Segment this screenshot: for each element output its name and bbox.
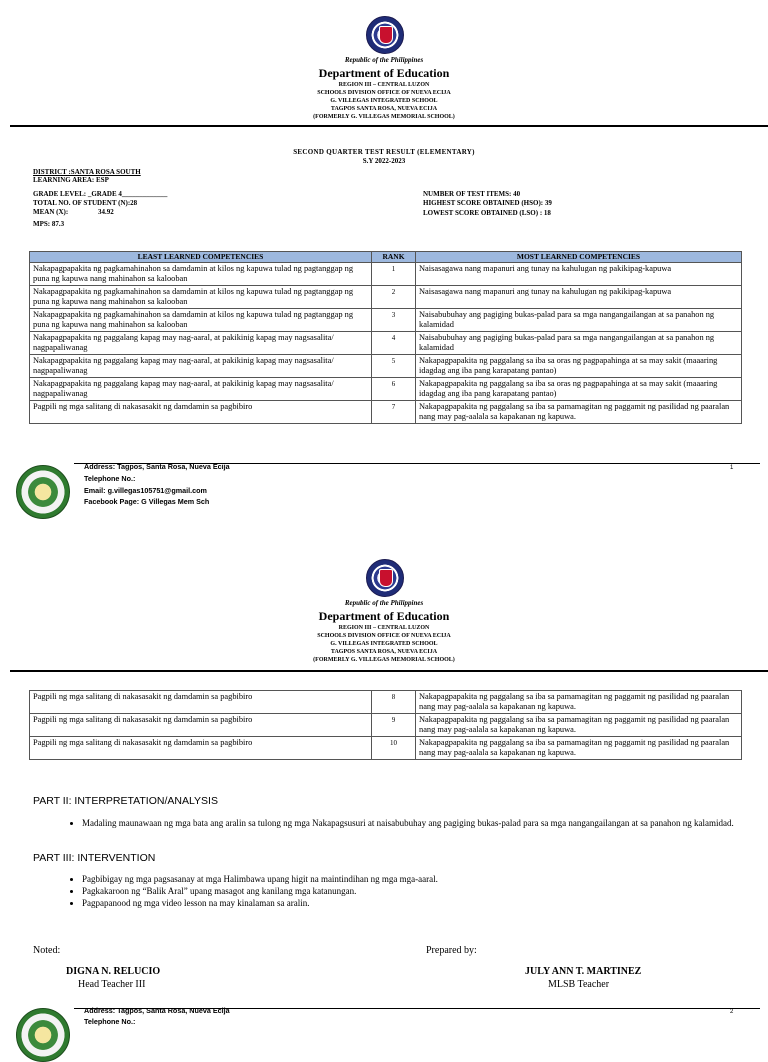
least-learned-cell: Nakapagpapakita ng paggalang kapag may nag-aaral, at pakikinig kapag may nagsasalita/ nagpapaliwanag <box>30 355 372 378</box>
least-learned-cell: Nakapagpapakita ng pagkamahinahon sa damdamin at kilos ng kapuwa tulad ng pagtanggap ng puna ng kapuwa nang mahinahon sa kalooban <box>30 286 372 309</box>
competencies-table-continued <box>29 690 742 760</box>
mean-label: MEAN (X): <box>33 208 69 216</box>
rank-cell: 1 <box>372 263 416 286</box>
prepared-name: JULY ANN T. MARTINEZ <box>525 966 642 977</box>
rank-cell: 8 <box>372 691 416 714</box>
part3-bullet: • Pagkakaroon ng “Balik Aral” upang masagot ang kanilang mga katanungan. <box>82 885 744 897</box>
region-label: REGION III – CENTRAL LUZON <box>338 625 430 631</box>
least-learned-cell: Nakapagpapakita ng paggalang kapag may nag-aaral, at pakikinig kapag may nagsasalita/ nagpapaliwanag <box>30 378 372 401</box>
most-learned-cell: Nakapagpapakita ng paggalang sa iba sa oras ng pagpapahinga at sa may sakit (maaaring idagdag ang iba pang karapatang pantao) <box>416 355 742 378</box>
hso-label: HIGHEST SCORE OBTAINED (HSO): 39 <box>423 199 552 207</box>
most-learned-cell: Nakapagpapakita ng paggalang sa iba sa pamamagitan ng paggamit ng pasilidad ng paaralan nang may pag-aalala sa kapakanan ng kapuwa. <box>416 737 742 760</box>
table-row <box>30 714 742 737</box>
most-learned-cell: Naisasagawa nang mapanuri ang tunay na kahulugan ng pakikipag-kapuwa <box>416 286 742 309</box>
part3-bullet: • Pagbibigay ng mga pagsasanay at mga Halimbawa upang higit na maintindihan ng mga mga-aaral. <box>82 873 744 885</box>
part2-bullet: • Madaling maunawaan ng mga bata ang aralin sa tulong ng mga Nakapagsusuri at naisabubuhay ang pagiging bukas-palad para sa mga nangangailangan at sa panahon ng kalamidad. <box>82 817 744 829</box>
rank-cell: 10 <box>372 737 416 760</box>
school-logo-icon <box>16 1008 70 1062</box>
most-learned-cell: Nakapagpapakita ng paggalang sa iba sa pamamagitan ng paggamit ng pasilidad ng paaralan nang may pag-aalala sa kapakanan ng kapuwa. <box>416 714 742 737</box>
division-label: SCHOOLS DIVISION OFFICE OF NUEVA ECIJA <box>317 90 451 96</box>
footer-address: Address: Tagpos, Santa Rosa, Nueva Ecija <box>84 1006 230 1015</box>
table-row <box>30 286 742 309</box>
formerly-label: (FORMERLY G. VILLEGAS MEMORIAL SCHOOL) <box>313 657 455 663</box>
rank-cell: 4 <box>372 332 416 355</box>
rank-cell: 9 <box>372 714 416 737</box>
report-title: SECOND QUARTER TEST RESULT (ELEMENTARY) <box>293 148 475 156</box>
most-learned-cell: Naisasagawa nang mapanuri ang tunay na kahulugan ng pakikipag-kapuwa <box>416 263 742 286</box>
page-number: 1 <box>730 465 734 471</box>
district-label: DISTRICT :SANTA ROSA SOUTH <box>33 168 141 176</box>
page-number: 2 <box>730 1009 734 1015</box>
republic-label: Republic of the Philippines <box>344 56 424 64</box>
most-learned-cell: Nakapagpapakita ng paggalang sa iba sa oras ng pagpapahinga at sa may sakit (maaaring idagdag ang iba pang karapatang pantao) <box>416 378 742 401</box>
rank-header: RANK <box>372 252 416 263</box>
grade-level-label: GRADE LEVEL: _GRADE 4_____________ <box>33 190 168 198</box>
table-row <box>30 691 742 714</box>
total-students-label: TOTAL NO. OF STUDENT (N):28 <box>33 199 138 207</box>
rank-cell: 7 <box>372 401 416 424</box>
header-divider <box>10 670 768 672</box>
rank-cell: 2 <box>372 286 416 309</box>
part3-bullet: • Pagpapanood ng mga video lesson na may kinalaman sa aralin. <box>82 897 744 909</box>
school-label: G. VILLEGAS INTEGRATED SCHOOL <box>330 641 438 647</box>
most-learned-cell: Naisabubuhay ang pagiging bukas-palad para sa mga nangangailangan at sa panahon ng kalamidad <box>416 332 742 355</box>
footer-email: Email: g.villegas105751@gmail.com <box>84 486 207 495</box>
part2-list <box>64 817 744 829</box>
most-learned-cell: Nakapagpapakita ng paggalang sa iba sa pamamagitan ng paggamit ng pasilidad ng paaralan nang may pag-aalala sa kapakanan ng kapuwa. <box>416 691 742 714</box>
mean-value: 34.92 <box>98 208 114 216</box>
table-row <box>30 309 742 332</box>
least-learned-cell: Pagpili ng mga salitang di nakasasakit ng damdamin sa pagbibiro <box>30 737 372 760</box>
region-label: REGION III – CENTRAL LUZON <box>338 82 430 88</box>
table-row <box>30 378 742 401</box>
prepared-label: Prepared by: <box>426 945 477 956</box>
lso-label: LOWEST SCORE OBTAINED (LSO) : 18 <box>423 209 551 217</box>
school-label: G. VILLEGAS INTEGRATED SCHOOL <box>330 98 438 104</box>
competencies-table <box>29 251 742 424</box>
prepared-title: MLSB Teacher <box>548 979 610 990</box>
part3-list <box>64 873 744 909</box>
least-learned-cell: Nakapagpapakita ng pagkamahinahon sa damdamin at kilos ng kapuwa tulad ng pagtanggap ng puna ng kapuwa nang mahinahon sa kalooban <box>30 309 372 332</box>
address-label: TAGPOS SANTA ROSA, NUEVA ECIJA <box>330 649 438 655</box>
least-learned-cell: Nakapagpapakita ng pagkamahinahon sa damdamin at kilos ng kapuwa tulad ng pagtanggap ng puna ng kapuwa nang mahinahon sa kalooban <box>30 263 372 286</box>
rank-cell: 3 <box>372 309 416 332</box>
part3-heading: PART III: INTERVENTION <box>33 852 156 864</box>
header-divider <box>10 125 768 127</box>
formerly-label: (FORMERLY G. VILLEGAS MEMORIAL SCHOOL) <box>313 114 455 120</box>
department-title: Department of Education <box>318 66 450 80</box>
table-row <box>30 355 742 378</box>
school-year: S.Y 2022-2023 <box>362 157 406 165</box>
most-learned-cell: Naisabubuhay ang pagiging bukas-palad para sa mga nangangailangan at sa panahon ng kalamidad <box>416 309 742 332</box>
school-logo-icon <box>16 465 70 519</box>
footer-telephone: Telephone No.: <box>84 474 136 483</box>
most-learned-cell: Nakapagpapakita ng paggalang sa iba sa pamamagitan ng paggamit ng pasilidad ng paaralan nang may pag-aalala sa kapakanan ng kapuwa. <box>416 401 742 424</box>
least-learned-cell: Pagpili ng mga salitang di nakasasakit ng damdamin sa pagbibiro <box>30 714 372 737</box>
least-learned-cell: Pagpili ng mga salitang di nakasasakit ng damdamin sa pagbibiro <box>30 691 372 714</box>
rank-cell: 5 <box>372 355 416 378</box>
division-label: SCHOOLS DIVISION OFFICE OF NUEVA ECIJA <box>317 633 451 639</box>
footer-telephone: Telephone No.: <box>84 1017 136 1026</box>
department-title: Department of Education <box>318 609 450 623</box>
least-learned-cell: Pagpili ng mga salitang di nakasasakit ng damdamin sa pagbibiro <box>30 401 372 424</box>
least-learned-cell: Nakapagpapakita ng paggalang kapag may nag-aaral, at pakikinig kapag may nagsasalita/ nagpapaliwanag <box>30 332 372 355</box>
address-label: TAGPOS SANTA ROSA, NUEVA ECIJA <box>330 106 438 112</box>
table-row <box>30 263 742 286</box>
learning-area-label: LEARNING AREA: ESP <box>33 176 109 184</box>
least-learned-header: LEAST LEARNED COMPETENCIES <box>30 252 372 263</box>
table-row <box>30 401 742 424</box>
noted-title: Head Teacher III <box>78 979 146 990</box>
noted-name: DIGNA N. RELUCIO <box>66 966 161 977</box>
republic-label: Republic of the Philippines <box>344 599 424 607</box>
most-learned-header: MOST LEARNED COMPETENCIES <box>416 252 742 263</box>
table-row <box>30 332 742 355</box>
deped-seal-icon <box>366 559 404 597</box>
footer-address: Address: Tagpos, Santa Rosa, Nueva Ecija <box>84 462 230 471</box>
part2-heading: PART II: INTERPRETATION/ANALYSIS <box>33 795 218 807</box>
mps-label: MPS: 87.3 <box>33 220 65 228</box>
table-row <box>30 737 742 760</box>
deped-seal-icon <box>366 16 404 54</box>
rank-cell: 6 <box>372 378 416 401</box>
noted-label: Noted: <box>33 945 61 956</box>
footer-facebook: Facebook Page: G Villegas Mem Sch <box>84 497 210 506</box>
num-items-label: NUMBER OF TEST ITEMS: 40 <box>423 190 521 198</box>
